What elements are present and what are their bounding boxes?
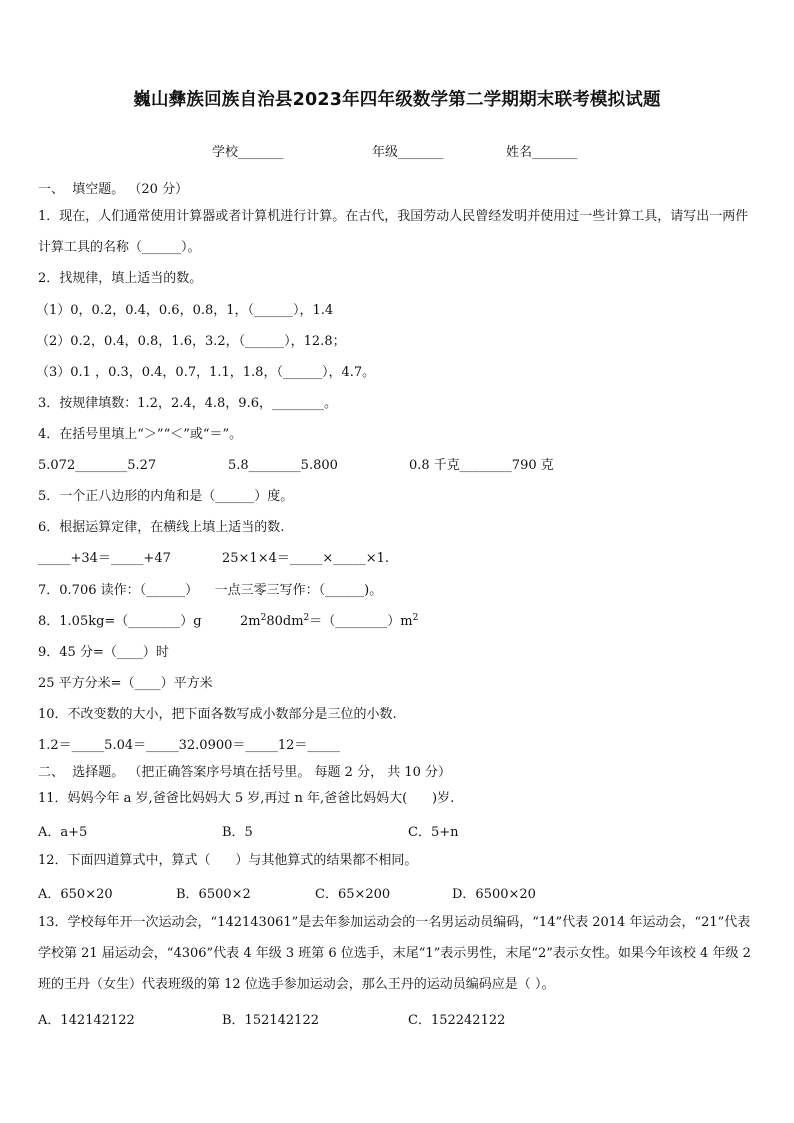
question-6-item-a: _____+34＝_____+47 [38,551,171,566]
question-4-item-c: 0.8 千克________790 克 [409,458,554,473]
question-12-option-a: A．650×20 [38,887,113,902]
question-2-part-3: （3）0.1 ，0.3，0.4，0.7，1.1，1.8，（______），4.7。 [36,365,376,380]
school-field: 学校_______ [212,145,284,160]
section1-heading: 一、 填空题。 （20 分） [38,182,189,197]
question-13: 13．学校每年开一次运动会，“142143061”是去年参加运动会的一名男运动员编码，“14”代表 2014 年运动会，“21”代表学校第 21 届运动会，“4306”代表 4 年级 3 班第 6 位选手，末尾“1”表示男性，末尾“2”表示女性。如果今年该校 4 年级 2 班的王丹（女生）代表班级的第 12 位选手参加运动会，那么王丹的运动员编码应是（ ）。 [38,915,751,992]
question-10-items: 1.2＝_____5.04＝_____32.0900＝_____12＝_____ [38,738,340,753]
question-1: 1．现在，人们通常使用计算器或者计算机进行计算。在古代，我国劳动人民曾经发明并使用过一些计算工具，请写出一两件计算工具的名称（______）。 [38,209,749,255]
question-7: 7．0.706 读作：（______） 一点三零三写作：（______)。 [38,583,383,598]
question-2-part-2: （2）0.2，0.4，0.8，1.6，3.2，（______），12.8； [36,334,346,349]
name-field: 姓名_______ [506,145,578,160]
question-9: 9．45 分=（____）时 [38,645,169,660]
question-8-item-b: $2m^280dm^2=(\_\_\_\_\_\_\_\_)m^2$ [240,613,419,629]
question-11-option-b: B．5 [222,825,253,840]
question-6: 6．根据运算定律，在横线上填上适当的数. [38,520,285,535]
question-10: 10．不改变数的大小，把下面各数写成小数部分是三位的小数. [38,707,397,722]
question-4: 4．在括号里填上“＞”“＜”或“＝”。 [38,427,243,442]
question-11-option-c: C．5+n [408,825,459,840]
question-4-item-a: 5.072________5.27 [38,458,157,473]
question-13-option-c: C．152242122 [408,1013,506,1028]
question-4-item-b: 5.8________5.800 [228,458,338,473]
question-8-item-a: 8．1.05kg=（________）g [38,614,202,629]
question-12-option-d: D．6500×20 [452,887,536,902]
question-12-option-c: C．65×200 [315,887,391,902]
question-11-option-a: A．a+5 [38,825,88,840]
question-3: 3．按规律填数：1.2，2.4，4.8，9.6，________。 [38,396,337,411]
question-6-item-b: 25×1×4＝_____×_____×1. [222,551,390,566]
question-9-part-2: 25 平方分米=（____）平方米 [38,676,213,691]
question-13-option-a: A．142142122 [38,1013,135,1028]
question-12: 12．下面四道算式中，算式（ ）与其他算式的结果都不相同。 [38,853,418,868]
question-5: 5．一个正八边形的内角和是（______）度。 [38,489,294,504]
question-2-part-1: （1）0，0.2，0.4，0.6，0.8，1，（______），1.4 [36,303,334,318]
page-title: 巍山彝族回族自治县2023年四年级数学第二学期期末联考模拟试题 [133,90,661,110]
question-11: 11．妈妈今年 a 岁,爸爸比妈妈大 5 岁,再过 n 年,爸爸比妈妈大( )岁. [38,791,455,806]
question-2: 2．找规律，填上适当的数。 [38,271,203,286]
section2-heading: 二、 选择题。 （把正确答案序号填在括号里。 每题 2 分， 共 10 分） [38,765,452,780]
question-12-option-b: B．6500×2 [176,887,251,902]
grade-field: 年级_______ [372,145,444,160]
question-13-option-b: B．152142122 [222,1013,319,1028]
